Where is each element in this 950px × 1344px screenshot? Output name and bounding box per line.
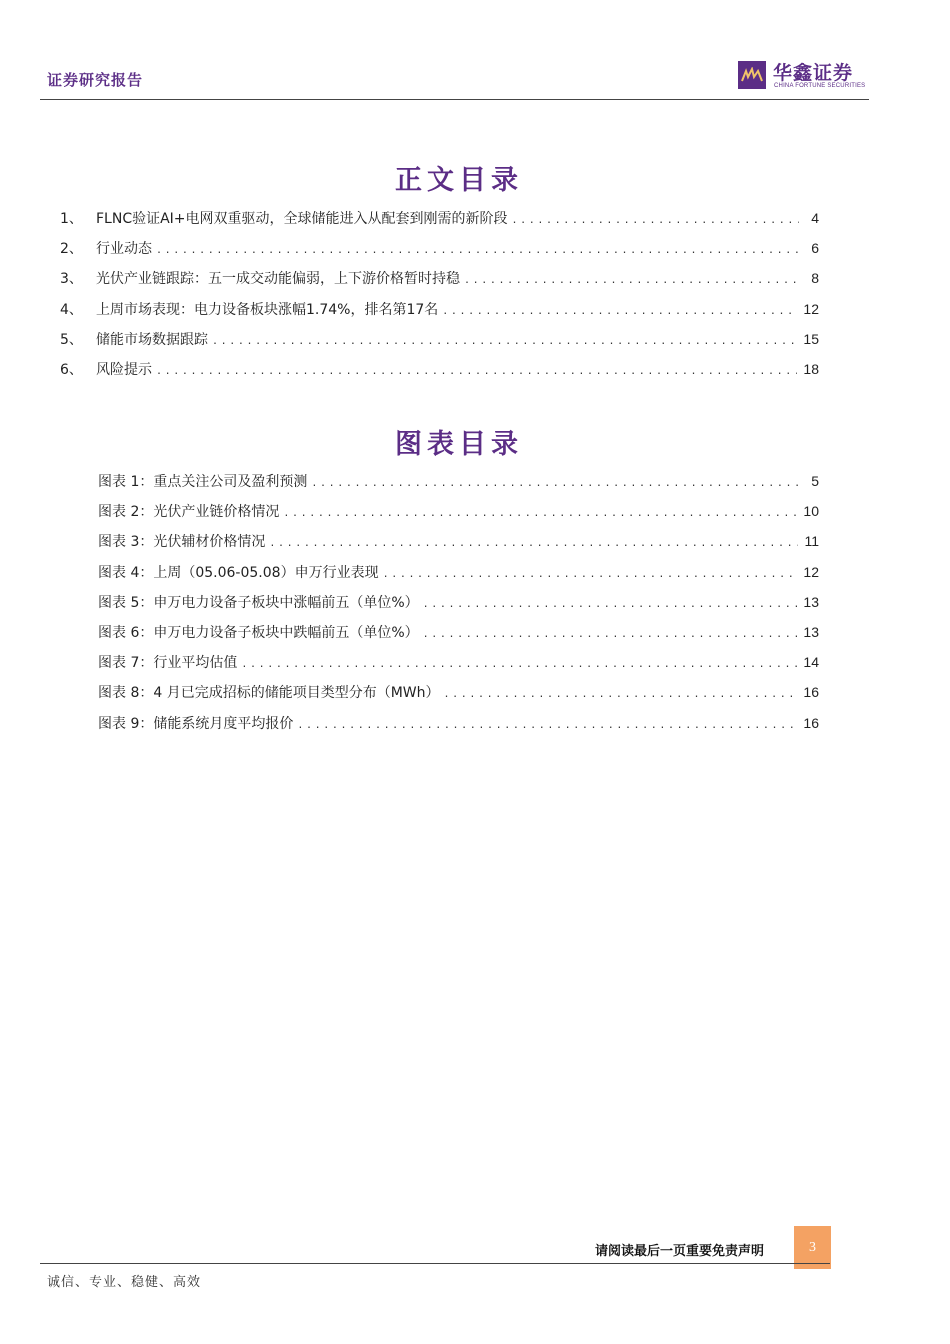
- figure-entry[interactable]: [98, 501, 819, 531]
- dot-leader: [423, 629, 798, 640]
- toc-entry[interactable]: [60, 299, 819, 329]
- toc-entry[interactable]: [60, 329, 819, 359]
- dot-leader: [444, 689, 798, 700]
- figure-entry[interactable]: [98, 682, 819, 712]
- figure-toc-title: 图表目录: [395, 429, 523, 460]
- toc-entry-title: FLNC验证AI+电网双重驱动，全球储能进入从配套到刚需的新阶段: [96, 211, 508, 227]
- figure-toc-list: [98, 471, 819, 743]
- figure-entry-page: 5: [811, 473, 819, 489]
- dot-leader: [241, 659, 797, 670]
- toc-entry[interactable]: [60, 238, 819, 268]
- toc-entry-number: 4、: [60, 301, 83, 318]
- dot-leader: [423, 599, 798, 610]
- figure-entry[interactable]: [98, 652, 819, 682]
- toc-entry[interactable]: [60, 268, 819, 298]
- toc-entry-page: 15: [803, 330, 819, 347]
- figure-entry-page: 14: [803, 654, 819, 671]
- figure-entry-page: 11: [804, 533, 819, 550]
- dot-leader: [512, 215, 799, 226]
- dot-leader: [442, 306, 797, 317]
- figure-entry-title: 图表 1：重点关注公司及盈利预测: [98, 474, 308, 490]
- toc-entry-number: 3、: [60, 271, 83, 288]
- toc-entry-number: 1、: [60, 211, 83, 227]
- dot-leader: [283, 508, 797, 519]
- footer-slogan: 诚信、专业、稳健、高效: [47, 1275, 202, 1290]
- logo-mark-icon: [738, 61, 766, 89]
- toc-entry[interactable]: [60, 208, 819, 238]
- disclaimer-notice: 请阅读最后一页重要免责声明: [595, 1244, 765, 1259]
- report-type-label: 证券研究报告: [47, 71, 144, 89]
- logo-chinese-name: 华鑫证券: [773, 62, 854, 84]
- figure-entry[interactable]: [98, 592, 819, 622]
- figure-entry[interactable]: [98, 713, 819, 743]
- figure-entry[interactable]: [98, 622, 819, 652]
- dot-leader: [311, 478, 799, 489]
- figure-entry-page: 12: [803, 563, 819, 580]
- dot-leader: [297, 720, 797, 731]
- toc-entry-page: 4: [811, 210, 819, 226]
- toc-entry-title: 行业动态: [96, 241, 152, 258]
- figure-entry-title: 图表 2：光伏产业链价格情况: [98, 504, 280, 521]
- figure-entry-page: 16: [803, 714, 819, 731]
- toc-entry-title: 风险提示: [96, 361, 152, 378]
- figure-entry-page: 13: [803, 623, 819, 640]
- logo-english-name: CHINA FORTUNE SECURITIES: [774, 83, 866, 89]
- toc-entry-number: 6、: [60, 361, 83, 378]
- figure-entry-page: 13: [803, 593, 819, 610]
- figure-entry-title: 图表 5：申万电力设备子板块中涨幅前五（单位%）: [98, 594, 419, 611]
- dot-leader: [383, 569, 798, 580]
- toc-entry-number: 2、: [60, 241, 83, 258]
- toc-entry-page: 18: [803, 360, 819, 377]
- toc-entry-number: 5、: [60, 331, 83, 348]
- figure-entry[interactable]: [98, 531, 819, 561]
- figure-entry-title: 图表 9：储能系统月度平均报价: [98, 715, 294, 732]
- figure-entry-title: 图表 7：行业平均估值: [98, 655, 238, 672]
- figure-entry-title: 图表 8：4 月已完成招标的储能项目类型分布（MWh）: [98, 685, 440, 702]
- toc-entry-title: 光伏产业链跟踪：五一成交动能偏弱，上下游价格暂时持稳: [96, 271, 460, 288]
- dot-leader: [212, 336, 797, 347]
- main-toc-title: 正文目录: [395, 165, 523, 196]
- page-number-badge: 3: [794, 1226, 831, 1269]
- dot-leader: [269, 538, 798, 549]
- toc-entry-title: 储能市场数据跟踪: [96, 331, 208, 348]
- header-divider: [40, 99, 869, 100]
- main-toc-list: [60, 208, 819, 389]
- toc-entry-page: 12: [803, 300, 819, 317]
- toc-entry[interactable]: [60, 359, 819, 389]
- dot-leader: [156, 366, 797, 377]
- figure-entry-page: 16: [803, 684, 819, 701]
- figure-entry[interactable]: [98, 562, 819, 592]
- toc-entry-page: 6: [811, 240, 819, 257]
- dot-leader: [464, 275, 799, 286]
- toc-entry-page: 8: [811, 270, 819, 287]
- toc-entry-title: 上周市场表现：电力设备板块涨幅1.74%，排名第17名: [96, 301, 439, 318]
- figure-entry[interactable]: [98, 471, 819, 501]
- figure-entry-page: 10: [803, 503, 819, 520]
- footer-divider: [40, 1263, 830, 1264]
- figure-entry-title: 图表 6：申万电力设备子板块中跌幅前五（单位%）: [98, 624, 419, 641]
- figure-entry-title: 图表 3：光伏辅材价格情况: [98, 534, 266, 551]
- dot-leader: [156, 245, 799, 256]
- figure-entry-title: 图表 4：上周（05.06-05.08）申万行业表现: [98, 564, 379, 581]
